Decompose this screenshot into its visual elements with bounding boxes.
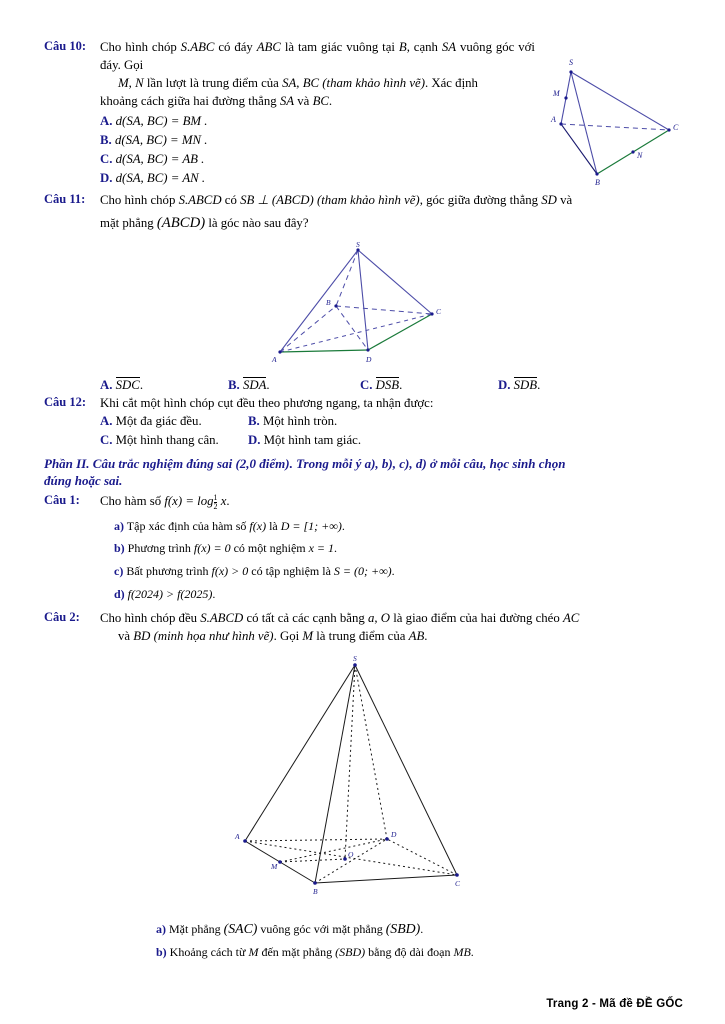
p2q2-note: (minh họa như hình vẽ) [153, 628, 274, 643]
q10-option-a-tag: A. [100, 113, 113, 128]
p2q2-label-C: C [454, 879, 460, 889]
q12-option-c-text: Một hình thang cân. [115, 432, 219, 447]
q10-label-S: S [569, 58, 573, 67]
q11-option-d-expr: SDB [513, 378, 538, 393]
p2q1-item-c-text: Bất phương trình [126, 564, 209, 579]
p2q1-base [214, 494, 218, 512]
q11-sd: SD [541, 193, 557, 208]
p2q2-line1-a: Cho hình chóp đều [100, 610, 198, 625]
p2q2-dot: . [424, 628, 428, 643]
q11-option-b[interactable] [228, 377, 360, 393]
q11-label-C: C [435, 307, 441, 317]
p2q2-item-a[interactable] [156, 919, 685, 938]
part2-question-2 [44, 609, 685, 645]
p2q1-item-b-f: f(x) = 0 [193, 541, 231, 556]
q10-stem-1: Cho hình chóp [100, 40, 177, 54]
q10-label-C: C [673, 123, 679, 132]
q11-option-b-dot: . [266, 378, 270, 393]
p2q2-o: O [380, 610, 391, 625]
q12-option-a[interactable] [100, 412, 248, 430]
question-12-body [100, 394, 685, 448]
q11-line1-b: có [224, 193, 237, 208]
q10-abc: ABC [256, 40, 281, 54]
q10-sa-2: SA, [282, 76, 300, 91]
q10-option-b-tag: B. [100, 132, 112, 147]
q12-option-a-tag: A. [100, 414, 113, 429]
p2q2-line1-b: có tất cả các cạnh bằng [246, 610, 365, 625]
q10-label-N: N [637, 151, 643, 160]
q10-option-d-expr: d(SA, BC) = AN . [115, 171, 206, 186]
p2q1-base-num: 1 [213, 492, 218, 502]
q10-svg [549, 52, 689, 202]
p2q1-label: Câu 1: [44, 492, 80, 507]
q11-label-B: B [325, 298, 331, 308]
p2q2-line2-b: . Gọi [273, 628, 300, 643]
q11-option-c-tag: C. [360, 378, 373, 393]
q11-note: (tham khảo hình vẽ) [316, 193, 420, 208]
p2q2-comma: , [374, 610, 378, 625]
p2q1-item-b[interactable] [114, 540, 685, 557]
q10-bc: BC [302, 76, 320, 91]
part2-question-1 [44, 492, 685, 605]
part2-heading [44, 455, 685, 490]
p2q2-item-b-tag: b) [156, 945, 167, 960]
p2q1-item-c-end: . [391, 564, 395, 579]
q10-stem-5: vuông góc với đáy. Gọi [100, 40, 535, 73]
part2-heading-line2: đúng hoặc sai. [44, 473, 123, 489]
q10-b: B [398, 40, 407, 54]
p2q2-item-b-e1: M [248, 945, 259, 960]
p2q1-item-b-end: . [334, 541, 338, 556]
p2q1-item-c-tag: c) [114, 564, 124, 579]
p2q1-item-d-tag: d) [114, 586, 125, 601]
q10-bc-2: BC [312, 94, 329, 109]
q11-option-d-tag: D. [498, 378, 511, 393]
p2q2-item-a-e2: (SBD) [385, 921, 421, 937]
question-10-figure [549, 52, 689, 206]
p2q1-dot: . [226, 493, 230, 508]
q11-option-a-tag: A. [100, 378, 113, 393]
q11-option-d[interactable] [498, 377, 540, 393]
q10-option-c-expr: d(SA, BC) = AB . [115, 151, 205, 166]
q10-sa-3: SA [279, 94, 295, 109]
p2q1-stem-a: Cho hàm số [100, 493, 162, 508]
q10-label-B: B [595, 178, 600, 187]
p2q2-ab: AB [408, 628, 425, 643]
q11-label-S: S [355, 240, 360, 250]
q11-line1-c: , góc giữa đường thẳng [419, 193, 539, 208]
q11-label-A: A [271, 355, 277, 365]
q11-option-b-tag: B. [228, 378, 240, 393]
question-11-figure [44, 240, 685, 375]
q11-line1-a: Cho hình chóp [100, 193, 176, 208]
q12-stem: Khi cắt một hình chóp cụt đều theo phương ngang, ta nhận được: [100, 396, 434, 411]
q10-and: và [297, 94, 310, 109]
q10-option-c-tag: C. [100, 151, 113, 166]
q12-option-a-text: Một đa giác đều. [115, 414, 202, 429]
p2q2-label: Câu 2: [44, 609, 80, 624]
p2q2-item-b-e2: (SBD) [335, 945, 366, 960]
p2q1-item-b-text: Phương trình [127, 541, 191, 556]
q10-option-d-tag: D. [100, 171, 113, 186]
p2q2-body [100, 609, 685, 645]
q10-comma: , [128, 76, 132, 91]
p2q2-ac: AC [562, 610, 580, 625]
q10-line2-end: . Xác định [424, 76, 478, 91]
page-footer: Trang 2 - Mã đề ĐỀ GỐC [546, 998, 683, 1010]
q11-sabcd: S.ABCD [178, 193, 222, 208]
p2q1-item-b-expr: x = 1 [308, 541, 335, 556]
q10-sa: SA [441, 40, 457, 54]
question-12 [44, 394, 685, 448]
p2q1-item-a-text: Tập xác định của hàm số [126, 518, 247, 533]
p2q2-line2-a: và [118, 628, 131, 643]
p2q1-x: x [220, 493, 227, 508]
p2q1-item-a-tag: a) [114, 518, 124, 533]
q10-label-A: A [551, 115, 556, 124]
p2q2-item-a-tag: a) [156, 922, 166, 937]
p2q2-line2-c: là trung điểm của [316, 628, 406, 643]
p2q2-sabcd: S.ABCD [200, 610, 244, 625]
q12-option-b-tag: B. [248, 414, 260, 429]
q12-options [100, 412, 685, 448]
q10-line3: khoảng cách giữa hai đường thẳng [100, 94, 277, 109]
p2q2-item-b-mid2: bằng độ dài đoạn [368, 945, 451, 960]
p2q1-item-a-mid: là [269, 518, 278, 533]
p2q2-label-B: B [312, 887, 318, 897]
p2q2-bd: BD [133, 628, 151, 643]
q10-n: N [135, 76, 144, 91]
part2-question-2-figure [44, 653, 685, 913]
p2q1-item-b-mid: có một nghiệm [233, 541, 306, 556]
q11-svg [260, 240, 470, 375]
p2q1-base-den: 2 [213, 502, 218, 512]
p2q1-item-d-end: . [212, 586, 216, 601]
q11-line2-a: mặt phẳng [100, 216, 154, 231]
p2q2-item-a-e1: (SAC) [223, 921, 258, 937]
q10-note: (tham khảo hình vẽ) [322, 76, 425, 91]
p2q2-items [156, 919, 685, 961]
p2q1-item-c[interactable] [114, 563, 685, 580]
q11-option-c-dot: . [399, 378, 403, 393]
q10-option-b-expr: d(SA, BC) = MN . [114, 132, 208, 147]
q10-dot: . [328, 94, 333, 109]
q10-m: M [118, 76, 129, 91]
p2q1-item-d-f: f(2024) > f(2025) [127, 586, 213, 601]
p2q2-label-S: S [352, 654, 357, 664]
p2q1-item-b-tag: b) [114, 541, 125, 556]
p2q2-svg [225, 653, 505, 913]
q12-option-d-tag: D. [248, 432, 261, 447]
p2q2-item-b-end: . [470, 945, 474, 960]
p2q1-item-c-f: f(x) > 0 [211, 564, 249, 579]
p2q2-m: M [302, 628, 314, 643]
q12-option-b-text: Một hình tròn. [262, 414, 338, 429]
q10-stem-2: có đáy [218, 40, 253, 54]
p2q2-item-b-mid: đến mặt phẳng [261, 945, 333, 960]
q11-option-a[interactable] [100, 377, 228, 393]
p2q2-a: a [367, 610, 375, 625]
q11-option-c-expr: DSB [375, 378, 400, 393]
question-11-label: Câu 11: [44, 192, 86, 207]
q11-line1-d: và [560, 193, 573, 208]
question-10-label: Câu 10: [44, 39, 87, 53]
p2q2-label-D: D [390, 830, 396, 840]
p2q1-item-a-f: f(x) [249, 518, 267, 533]
p2q1-item-d[interactable] [114, 586, 685, 603]
part2-heading-line1: Phần II. Câu trắc nghiệm đúng sai (2,0 điểm). Trong mỗi ý a), b), c), d) ở mỗi câu, học sinh chọn [44, 455, 566, 471]
p2q2-item-b[interactable] [156, 944, 685, 961]
q11-label-D: D [365, 355, 371, 365]
q11-option-b-expr: SDA [242, 378, 267, 393]
q10-stem-3: là tam giác vuông tại [284, 40, 395, 54]
p2q2-item-b-text: Khoảng cách từ [169, 945, 246, 960]
p2q1-item-a-expr: D = [1; +∞) [280, 518, 342, 533]
question-12-label: Câu 12: [44, 395, 87, 410]
q11-option-a-dot: . [139, 378, 144, 393]
q12-option-d[interactable] [248, 431, 361, 449]
p2q2-label-A: A [234, 832, 240, 842]
q10-sabc: S.ABC [180, 40, 215, 54]
p2q2-item-a-mid: vuông góc với mặt phẳng [260, 922, 383, 937]
q11-option-d-dot: . [537, 378, 541, 393]
p2q2-line1-d: là giao điểm của hai đường chéo [393, 610, 560, 625]
p2q1-body [100, 492, 685, 605]
q10-label-M: M [553, 89, 560, 98]
p2q2-label-M: M [270, 862, 277, 872]
q11-abcd: (ABCD) [156, 215, 206, 232]
p2q1-item-a[interactable] [114, 518, 685, 535]
q10-line2-text: lần lượt là trung điểm của [146, 76, 279, 91]
q12-option-b[interactable] [248, 412, 337, 430]
p2q2-item-a-end: . [420, 922, 424, 937]
question-11-options [100, 377, 685, 393]
p2q2-item-b-e3: MB [453, 945, 471, 960]
q11-option-c[interactable] [360, 377, 498, 393]
p2q1-f: f(x) = log [164, 493, 214, 508]
p2q2-item-a-text: Mặt phẳng [169, 922, 221, 937]
q12-option-d-text: Một hình tam giác. [263, 432, 362, 447]
q11-option-a-expr: SDC [115, 378, 140, 393]
q10-stem-4: , cạnh [406, 40, 438, 54]
p2q1-item-a-end: . [341, 518, 345, 533]
q11-line2-b: là góc nào sau đây? [208, 216, 309, 231]
q11-cond: SB ⊥ (ABCD) [240, 193, 314, 208]
q12-option-c-tag: C. [100, 432, 113, 447]
p2q1-item-c-mid: có tập nghiệm là [251, 564, 331, 579]
q12-option-c[interactable] [100, 431, 248, 449]
p2q1-item-c-expr: S = (0; +∞) [333, 564, 392, 579]
q10-option-a-expr: d(SA, BC) = BM . [115, 113, 208, 128]
p2q2-label-O: O [347, 850, 353, 860]
